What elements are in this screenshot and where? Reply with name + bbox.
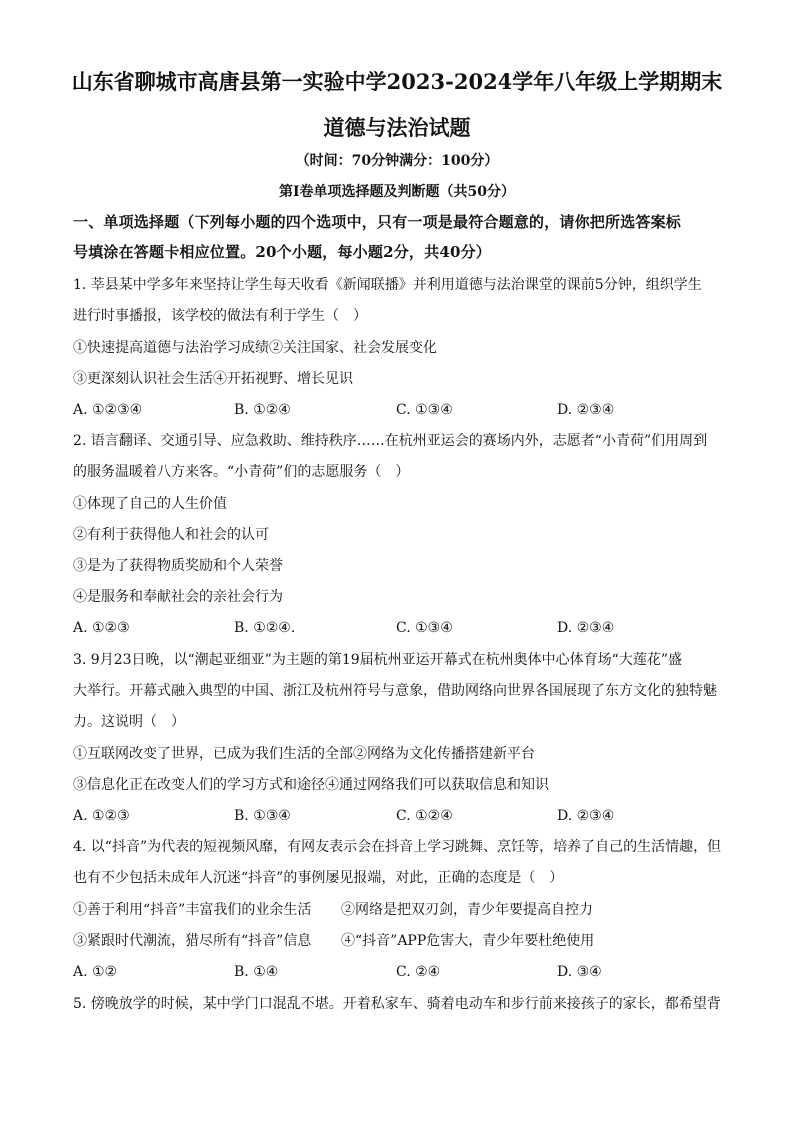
- question-2-statement-4: ④是服务和奉献社会的亲社会行为: [73, 589, 283, 605]
- question-5-stem-line1: 5. 傍晚放学的时候，某中学门口混乱不堪。开着私家车、骑着电动车和步行前来接孩子的家长，都希望背: [73, 996, 721, 1012]
- question-3-stem-line1: 3. 9月23日晚，以“潮起亚细亚”为主题的第19届杭州亚运开幕式在杭州奥体中心体育场“大莲花”盛: [73, 652, 682, 668]
- section-heading-line2: 号填涂在答题卡相应位置。20个小题，每小题2分，共40分）: [73, 243, 491, 261]
- exam-title-line2: 道德与法治试题: [323, 115, 471, 140]
- question-1-statement-2: ③更深刻认识社会生活④开拓视野、增长见识: [73, 371, 353, 387]
- question-4-option-c: C. ②④: [396, 964, 441, 980]
- question-3-statement-1: ①互联网改变了世界，已成为我们生活的全部②网络为文化传播搭建新平台: [73, 746, 535, 762]
- question-3-stem-line3: 力。这说明（ ）: [73, 714, 185, 730]
- part-one-heading: 第Ⅰ卷单项选择题及判断题（共50分）: [278, 184, 516, 200]
- question-3-stem-line2: 大举行。开幕式融入典型的中国、浙江及杭州符号与意象，借助网络向世界各国展现了东方文化的独特魅: [73, 683, 717, 699]
- question-2-option-b: B. ①②④.: [234, 620, 296, 636]
- question-2-statement-1: ①体现了自己的人生价值: [73, 496, 227, 512]
- question-3-option-d: D. ②③④: [557, 808, 615, 824]
- question-4-option-d: D. ③④: [557, 964, 602, 980]
- question-2-stem-line1: 2. 语言翻译、交通引导、应急救助、维持秩序……在杭州亚运会的赛场内外，志愿者“小青荷”们用周到: [73, 433, 708, 449]
- question-3-option-b: B. ①③④: [234, 808, 291, 824]
- question-1-option-a: A. ①②③④: [73, 402, 143, 418]
- question-4-statement-4: ④“抖音”APP危害大，青少年要杜绝使用: [341, 933, 595, 949]
- question-2-option-d: D. ②③④: [557, 620, 615, 636]
- question-3-option-a: A. ①②③: [73, 808, 130, 824]
- question-4-option-a: A. ①②: [73, 964, 118, 980]
- question-1-statement-1: ①快速提高道德与法治学习成绩②关注国家、社会发展变化: [73, 340, 437, 356]
- question-2-statement-2: ②有利于获得他人和社会的认可: [73, 527, 269, 543]
- question-1-option-c: C. ①③④: [396, 402, 453, 418]
- exam-time-info: （时间：70分钟满分：100分）: [295, 153, 499, 169]
- question-4-option-b: B. ①④: [234, 964, 279, 980]
- question-4-stem-line1: 4. 以“抖音”为代表的短视频风靡，有网友表示会在抖音上学习跳舞、烹饪等，培养了自己的生活情趣，但: [73, 839, 722, 855]
- question-1-option-d: D. ②③④: [557, 402, 615, 418]
- question-4-stem-line2: 也有不少包括未成年人沉迷“抖音”的事例屡见报端，对此，正确的态度是（ ）: [73, 870, 564, 886]
- exam-title-line1: 山东省聊城市高唐县第一实验中学2023-2024学年八年级上学期期末: [71, 69, 723, 94]
- question-2-option-a: A. ①②③: [73, 620, 130, 636]
- question-4-statement-1: ①善于利用“抖音”丰富我们的业余生活: [73, 902, 312, 918]
- question-4-statement-2: ②网络是把双刃剑，青少年要提高自控力: [341, 902, 593, 918]
- question-1-option-b: B. ①②④: [234, 402, 291, 418]
- question-1-stem-line2: 进行时事播报，该学校的做法有利于学生（ ）: [73, 308, 367, 324]
- question-2-stem-line2: 的服务温暖着八方来客。“小青荷”们的志愿服务（ ）: [73, 464, 410, 480]
- section-heading-line1: 一、单项选择题（下列每小题的四个选项中，只有一项是最符合题意的，请你把所选答案标: [73, 213, 682, 231]
- question-3-statement-2: ③信息化正在改变人们的学习方式和途径④通过网络我们可以获取信息和知识: [73, 777, 549, 793]
- question-1-stem-line1: 1. 莘县某中学多年来坚持让学生每天收看《新闻联播》并利用道德与法治课堂的课前5分钟，组织学生: [73, 277, 702, 293]
- question-4-statement-3: ③紧跟时代潮流，猎尽所有“抖音”信息: [73, 933, 312, 949]
- question-2-statement-3: ③是为了获得物质奖励和个人荣誉: [73, 558, 283, 574]
- question-2-option-c: C. ①③④: [396, 620, 453, 636]
- question-3-option-c: C. ①②④: [396, 808, 453, 824]
